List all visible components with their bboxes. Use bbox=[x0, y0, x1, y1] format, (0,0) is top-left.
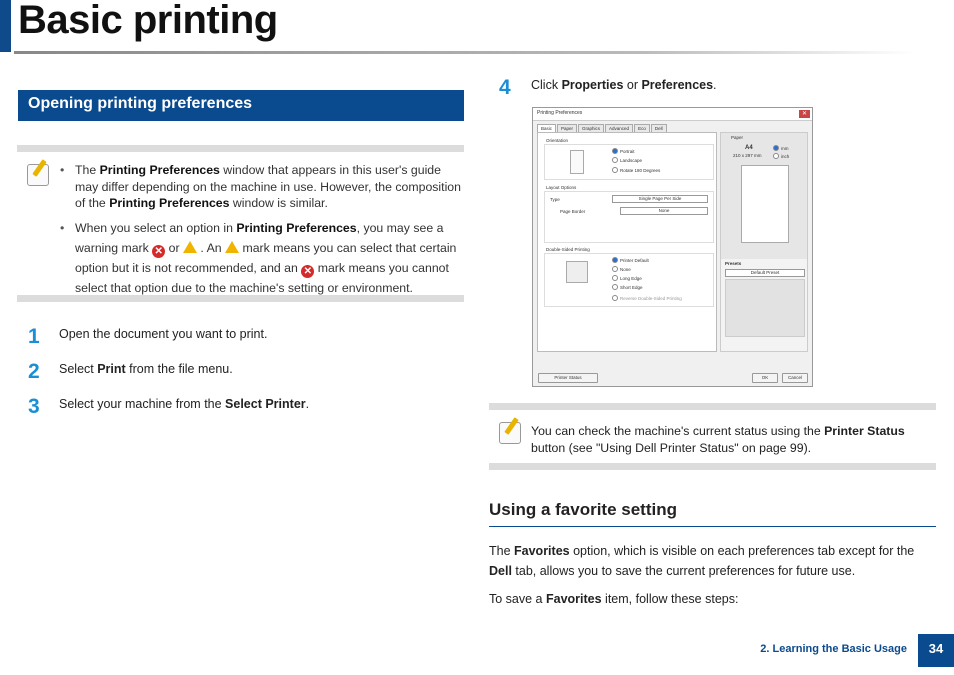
text: or bbox=[623, 78, 642, 92]
favorites-heading: Using a favorite setting bbox=[489, 500, 677, 519]
text: mark means you can select that certain option but it is not recommended, and an bbox=[75, 240, 457, 275]
step-number: 2 bbox=[28, 360, 40, 383]
note-box-status bbox=[489, 403, 936, 470]
cancel-button[interactable]: Cancel bbox=[782, 373, 808, 383]
short-edge-radio[interactable]: Short Edge bbox=[612, 284, 643, 290]
text: button (see "Using Dell Printer Status" on page 99). bbox=[531, 441, 812, 455]
error-mark-icon: ✕ bbox=[301, 265, 314, 278]
basic-panel bbox=[537, 132, 717, 352]
duplex-label: Double-Sided Printing bbox=[546, 247, 590, 252]
type-select[interactable]: Single Page Per Side bbox=[612, 195, 708, 203]
text: from the file menu. bbox=[125, 362, 233, 376]
border-select[interactable]: None bbox=[620, 207, 708, 215]
reverse-checkbox[interactable]: Reverse Double-Sided Printing bbox=[612, 295, 682, 301]
tab-basic[interactable]: Basic bbox=[537, 124, 556, 132]
bold-text: Print bbox=[97, 362, 126, 376]
favorites-steps-intro bbox=[489, 589, 936, 609]
border-label: Page Border bbox=[560, 209, 586, 214]
presets-list bbox=[725, 279, 805, 337]
heading-underline bbox=[489, 526, 936, 527]
text: Select your machine from the bbox=[59, 397, 226, 411]
text: option, which is visible on each preferences tab except for the bbox=[569, 544, 915, 558]
text: You can check the machine's current status using the bbox=[531, 424, 825, 438]
text: Click bbox=[531, 78, 562, 92]
note-bullet bbox=[75, 218, 465, 298]
step-text bbox=[531, 78, 717, 92]
footer-chapter: 2. Learning the Basic Usage bbox=[760, 643, 907, 655]
rotate-checkbox[interactable]: Rotate 180 Degrees bbox=[612, 167, 660, 173]
error-mark-icon: ✕ bbox=[152, 245, 165, 258]
note-bullet bbox=[75, 162, 465, 212]
tab-paper[interactable]: Paper bbox=[557, 124, 577, 132]
section-heading: Opening printing preferences bbox=[18, 90, 464, 121]
presets-select[interactable]: Default Preset bbox=[725, 269, 805, 277]
step-text bbox=[59, 362, 233, 376]
text: , you may see a warning mark bbox=[75, 220, 444, 255]
step-text bbox=[59, 397, 309, 411]
bold-text: Select Printer bbox=[225, 397, 306, 411]
portrait-radio[interactable]: Portrait bbox=[612, 148, 635, 154]
text: When you select an option in bbox=[75, 220, 237, 235]
bold-text: Favorites bbox=[514, 544, 570, 558]
text: Open the document you want to print. bbox=[59, 327, 268, 341]
text: . An bbox=[197, 240, 226, 255]
step-number: 4 bbox=[499, 76, 511, 99]
tab-graphics[interactable]: Graphics bbox=[578, 124, 604, 132]
page-preview bbox=[741, 165, 789, 243]
preview-pane bbox=[720, 132, 808, 352]
inch-radio[interactable]: inch bbox=[773, 153, 789, 159]
text: or bbox=[165, 240, 184, 255]
text: tab, allows you to save the current preferences for future use. bbox=[511, 564, 856, 578]
orientation-label: Orientation bbox=[546, 138, 569, 143]
tab-dell[interactable]: Dell bbox=[651, 124, 667, 132]
printer-default-radio[interactable]: Printer Default bbox=[612, 257, 649, 263]
bold-text: Properties bbox=[561, 78, 624, 92]
paper-dims: 210 x 297 mm bbox=[733, 153, 762, 158]
text: . bbox=[305, 397, 310, 411]
type-label: Type bbox=[550, 197, 560, 202]
note-list bbox=[75, 162, 465, 304]
text: The bbox=[489, 544, 515, 558]
orientation-preview bbox=[570, 150, 584, 174]
bold-text: Favorites bbox=[545, 592, 602, 606]
title-underline bbox=[14, 51, 914, 54]
dialog-title: Printing Preferences bbox=[533, 108, 812, 121]
presets-label: Presets bbox=[725, 261, 742, 266]
bold-text: Printer Status bbox=[824, 424, 905, 438]
duplex-printer-icon bbox=[566, 261, 588, 283]
title-accent-bar bbox=[0, 0, 11, 52]
printer-status-button[interactable]: Printer Status bbox=[538, 373, 598, 383]
note-box-preferences bbox=[17, 145, 464, 302]
printing-preferences-dialog bbox=[532, 107, 813, 387]
text: . bbox=[713, 78, 717, 92]
step-text bbox=[59, 327, 267, 341]
layout-label: Layout Options bbox=[546, 185, 577, 190]
tab-advanced[interactable]: Advanced bbox=[605, 124, 633, 132]
text: mark means you cannot select that option due to the machine's setting or environment. bbox=[75, 260, 449, 295]
paper-size: A4 bbox=[745, 145, 753, 151]
text: window is similar. bbox=[229, 196, 328, 210]
dialog-tabs bbox=[537, 124, 668, 132]
page-title: Basic printing bbox=[18, 0, 278, 42]
bold-text: Printing Preferences bbox=[236, 220, 357, 235]
step-number: 1 bbox=[28, 325, 40, 348]
long-edge-radio[interactable]: Long Edge bbox=[612, 275, 642, 281]
page-number: 34 bbox=[918, 634, 954, 667]
mm-radio[interactable]: mm bbox=[773, 145, 789, 151]
none-radio[interactable]: None bbox=[612, 266, 631, 272]
note-pencil-icon bbox=[27, 164, 49, 186]
warning-mark-icon bbox=[183, 241, 197, 253]
ok-button[interactable]: OK bbox=[752, 373, 778, 383]
step-number: 3 bbox=[28, 395, 40, 418]
close-icon[interactable]: ✕ bbox=[799, 110, 810, 118]
text: To save a bbox=[489, 592, 546, 606]
note-text bbox=[531, 423, 936, 457]
favorites-paragraph bbox=[489, 541, 936, 581]
tab-eco[interactable]: Eco bbox=[634, 124, 650, 132]
warning-mark-icon bbox=[225, 241, 239, 253]
note-pencil-icon bbox=[499, 422, 521, 444]
bold-text: Preferences bbox=[641, 78, 714, 92]
bold-text: Printing Preferences bbox=[99, 163, 220, 177]
text: item, follow these steps: bbox=[601, 592, 739, 606]
text: The bbox=[75, 163, 100, 177]
text: Select bbox=[59, 362, 98, 376]
landscape-radio[interactable]: Landscape bbox=[612, 157, 642, 163]
paper-label: Paper bbox=[731, 135, 744, 140]
bold-text: Printing Preferences bbox=[109, 196, 230, 210]
text: window that appears in this user's guide may differ depending on the machine in use. However, the composition of the bbox=[75, 163, 461, 210]
bold-text: Dell bbox=[489, 564, 512, 578]
